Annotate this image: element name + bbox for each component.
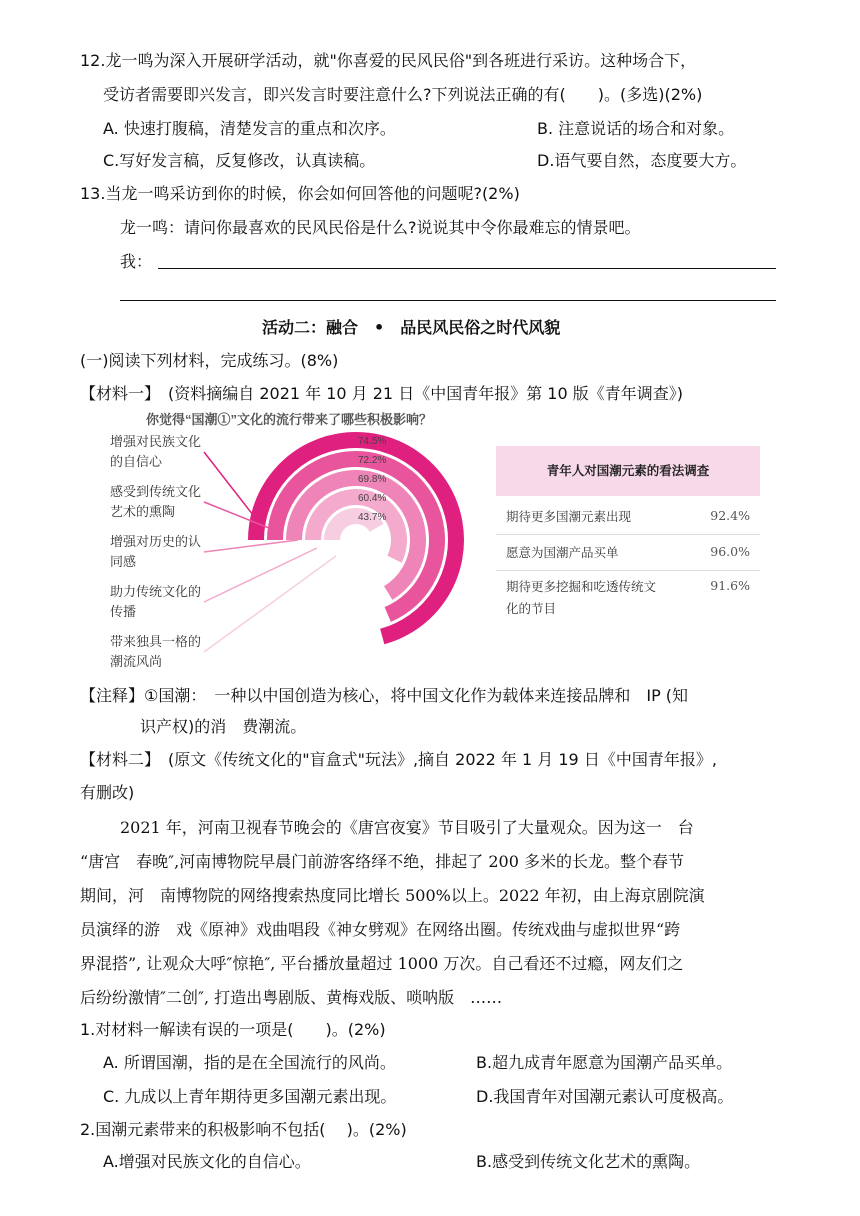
q1-option-d: D.我国青年对国潮元素认可度极高。	[476, 1087, 734, 1106]
note-line2: 识产权)的消 费潮流。	[140, 717, 307, 736]
q2-option-a: A.增强对民族文化的自信心。	[103, 1152, 311, 1171]
survey-table	[496, 446, 760, 626]
survey-row-divider	[496, 534, 760, 535]
activity2-title: 活动二：融合 • 品民风民俗之时代风貌	[262, 318, 561, 337]
survey-table-title: 青年人对国潮元素的看法调查	[496, 446, 760, 496]
value-label-2: 72.2%	[358, 455, 387, 466]
svg-text:艺术的熏陶: 艺术的熏陶	[110, 504, 176, 519]
value-label-3: 69.8%	[358, 474, 387, 485]
survey-row-label: 期待更多挖掘和吃透传统文 化的节目	[506, 579, 657, 616]
survey-row-value: 91.6%	[710, 578, 750, 593]
q13-dialog: 龙一鸣：请问你最喜欢的民风民俗是什么?说说其中令你最难忘的情景吧。	[120, 218, 641, 237]
survey-row-value: 92.4%	[710, 508, 750, 523]
material2-para-line6: 后纷纷激情″二创″, 打造出粤剧版、黄梅戏版、唢呐版 ……	[80, 988, 503, 1007]
section1-instruction: (一)阅读下列材料，完成练习。(8%)	[80, 351, 339, 370]
svg-text:增强对历史的认: 增强对历史的认	[110, 534, 202, 549]
radial-bar-4	[313, 497, 399, 559]
material2-para-line5: 界混搭”, 让观众大呼″惊艳″, 平台播放量超过 1000 万次。自己看还不过瘾，网友们之	[80, 954, 684, 973]
q1-option-c: C. 九成以上青年期待更多国潮元素出现。	[103, 1087, 397, 1106]
svg-text:同感: 同感	[110, 554, 137, 569]
q2-option-b: B.感受到传统文化艺术的熏陶。	[476, 1152, 701, 1171]
connector-line-4	[204, 548, 317, 602]
svg-text:感受到传统文化: 感受到传统文化	[110, 484, 202, 499]
q12-option-d: D.语气要自然，态度要大方。	[537, 151, 747, 170]
svg-text:潮流风尚: 潮流风尚	[110, 654, 163, 668]
svg-text:带来独具一格的: 带来独具一格的	[110, 634, 202, 649]
survey-row-value: 96.0%	[710, 544, 750, 559]
q2-stem: 2.国潮元素带来的积极影响不包括( )。(2%)	[80, 1120, 407, 1139]
q12-option-b: B. 注意说话的场合和对象。	[537, 119, 735, 138]
material2-para-line4: 员演绎的游 戏《原神》戏曲唱段《神女劈观》在网络出圈。传统戏曲与虚拟世界“跨	[80, 920, 681, 939]
chart-title: 你觉得“国潮①”文化的流行带来了哪些积极影响？	[146, 412, 433, 427]
answer-line-1[interactable]	[158, 268, 776, 269]
survey-row-label: 愿意为国潮产品买单	[506, 545, 619, 560]
q12-option-c: C.写好发言稿，反复修改，认真读稿。	[103, 151, 376, 170]
radial-bar-1	[256, 440, 456, 636]
material2-para-line3: 期间，河 南博物院的网络搜索热度同比增长 500%以上。2022 年初，由上海京剧院演	[80, 886, 705, 905]
q1-stem: 1.对材料一解读有误的一项是( )。(2%)	[80, 1020, 386, 1039]
svg-text:的自信心: 的自信心	[110, 454, 163, 469]
value-label-5: 43.7%	[358, 512, 387, 523]
value-label-1: 74.5%	[358, 436, 387, 447]
survey-row-divider	[496, 570, 760, 571]
material1-header: 【材料一】 (资料摘编自 2021 年 10 月 21 日《中国青年报》第 10 版《青年调查》)	[80, 384, 683, 403]
answer-line-2[interactable]	[120, 300, 776, 301]
q12-line1: 12.龙一鸣为深入开展研学活动，就"你喜爱的民风民俗"到各班进行采访。这种场合下，	[80, 51, 697, 70]
q12-option-a: A. 快速打腹稿，清楚发言的重点和次序。	[103, 119, 396, 138]
svg-text:助力传统文化的: 助力传统文化的	[110, 584, 202, 599]
q13-stem: 13.当龙一鸣采访到你的时候，你会如何回答他的问题呢?(2%)	[80, 184, 520, 203]
q12-line2: 受访者需要即兴发言，即兴发言时要注意什么?下列说法正确的有( )。(多选)(2%)	[103, 85, 703, 104]
material2-para-line2: “唐宫 春晚″,河南博物院早晨门前游客络绎不绝，排起了 200 多米的长龙。整个春节	[80, 852, 684, 871]
category-label-5	[110, 556, 336, 668]
q13-answer-label: 我：	[120, 252, 153, 271]
q1-option-a: A. 所谓国潮，指的是在全国流行的风尚。	[103, 1053, 396, 1072]
material2-para-line1: 2021 年，河南卫视春节晚会的《唐宫夜宴》节目吸引了大量观众。因为这一 台	[120, 818, 694, 837]
material2-header2: 有删改)	[80, 783, 135, 802]
q1-option-b: B.超九成青年愿意为国潮产品买单。	[476, 1053, 733, 1072]
survey-row-label: 期待更多国潮元素出现	[506, 509, 632, 524]
note-line1: 【注释】①国潮： 一种以中国创造为核心，将中国文化作为载体来连接品牌和 IP (知	[80, 686, 689, 705]
connector-line-3	[204, 540, 298, 552]
category-label-4	[110, 548, 317, 619]
value-label-4: 60.4%	[358, 493, 387, 504]
radial-bar-chart	[106, 408, 476, 668]
svg-text:传播: 传播	[110, 604, 137, 619]
material2-header1: 【材料二】 (原文《传统文化的"盲盒式"玩法》,摘自 2022 年 1 月 19 日《中国青年报》,	[80, 750, 717, 769]
svg-text:增强对民族文化: 增强对民族文化	[110, 434, 202, 449]
